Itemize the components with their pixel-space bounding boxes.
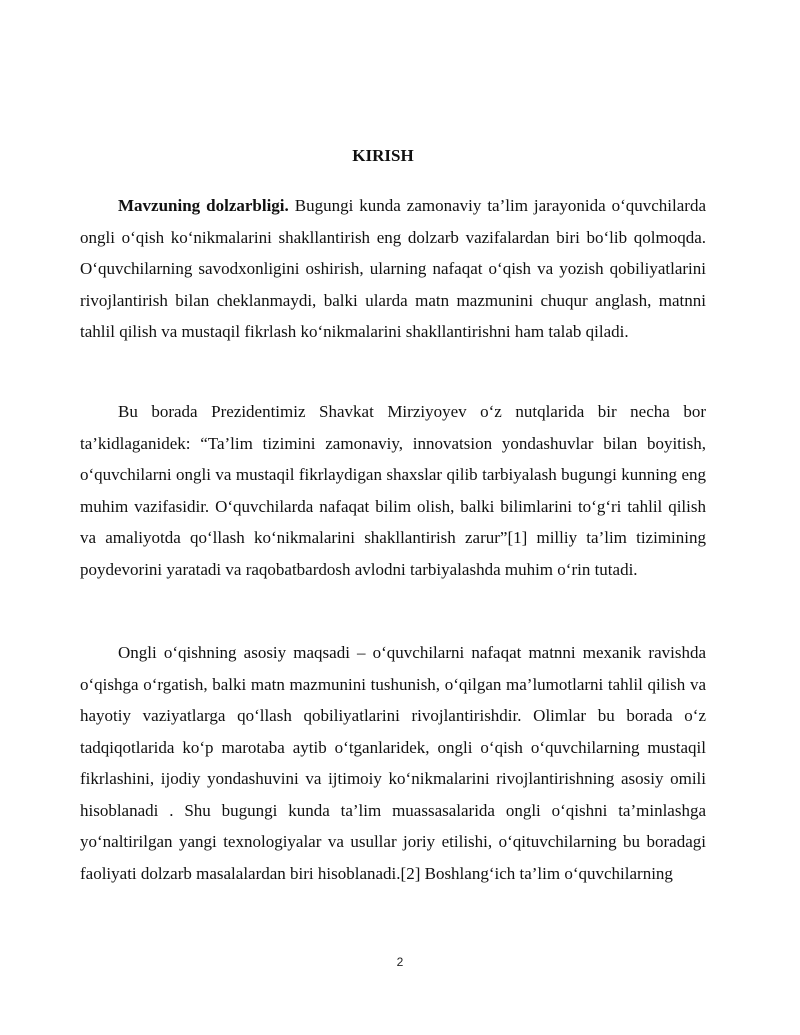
paragraph-text [80,637,706,889]
paragraph-conscious-reading [80,637,706,889]
paragraph-relevance [80,190,706,348]
paragraph-lead: Mavzuning dolzarbligi. [118,196,289,215]
paragraph-body: Bu borada Prezidentimiz Shavkat Mirziyoyev o‘z nutqlarida bir necha bor ta’kidlaganidek: “Ta’lim tizimini zamonaviy, innovatsion yondashuvlar bilan boyitish, o‘quvchilarni ongli va mustaqil fikrlaydigan shaxslar qilib tarbiyalash bugungi kunning eng muhim vazifasidir. O‘quvchilarda nafaqat bilim olish, balki bilimlarini to‘g‘ri tahlil qilish va amaliyotda qo‘llash ko‘nikmalarini shakllantirish zarur”[1] milliy ta’lim tizimining poydevorini yaratadi va raqobatbardosh avlodni tarbiyalashda muhim o‘rin tutadi. [80,402,706,579]
page-number: 2 [396,955,404,969]
paragraph-president-quote [80,396,706,585]
paragraph-body: Ongli o‘qishning asosiy maqsadi – o‘quvchilarni nafaqat matnni mexanik ravishda o‘qishga o‘rgatish, balki matn mazmunini tushunish, o‘qilgan ma’lumotlarni tahlil qilish va hayotiy vaziyatlarga qo‘llash qobiliyatlarini rivojlantirishdir. Olimlar bu borada o‘z tadqiqotlarida ko‘p marotaba aytib o‘tganlaridek, ongli o‘qish o‘quvchilarning mustaqil fikrlashini, ijodiy yondashuvini va ijtimoiy ko‘nikmalarini rivojlantirishning asosiy omili hisoblanadi . Shu bugungi kunda ta’lim muassasalarida ongli o‘qishni ta’minlashga yo‘naltirilgan yangi texnologiyalar va usullar joriy etilishi, o‘qituvchilarning bu boradagi faoliyati dolzarb masalalardan biri hisoblanadi.[2] Boshlang‘ich ta’lim o‘quvchilarning [80,643,706,883]
paragraph-body: Bugungi kunda zamonaviy ta’lim jarayonida o‘quvchilarda ongli o‘qish ko‘nikmalarini shakllantirish eng dolzarb vazifalardan biri bo‘lib qolmoqda. O‘quvchilarning savodxonligini oshirish, ularning nafaqat o‘qish va yozish qobiliyatlarini rivojlantirish bilan cheklanmaydi, balki ularda matn mazmunini chuqur anglash, matnni tahlil qilish va mustaqil fikrlash ko‘nikmalarini shakllantirishni ham talab qiladi. [80,196,707,341]
page-title: KIRISH [352,146,414,165]
paragraph-text [80,396,706,585]
paragraph-text [80,190,706,348]
